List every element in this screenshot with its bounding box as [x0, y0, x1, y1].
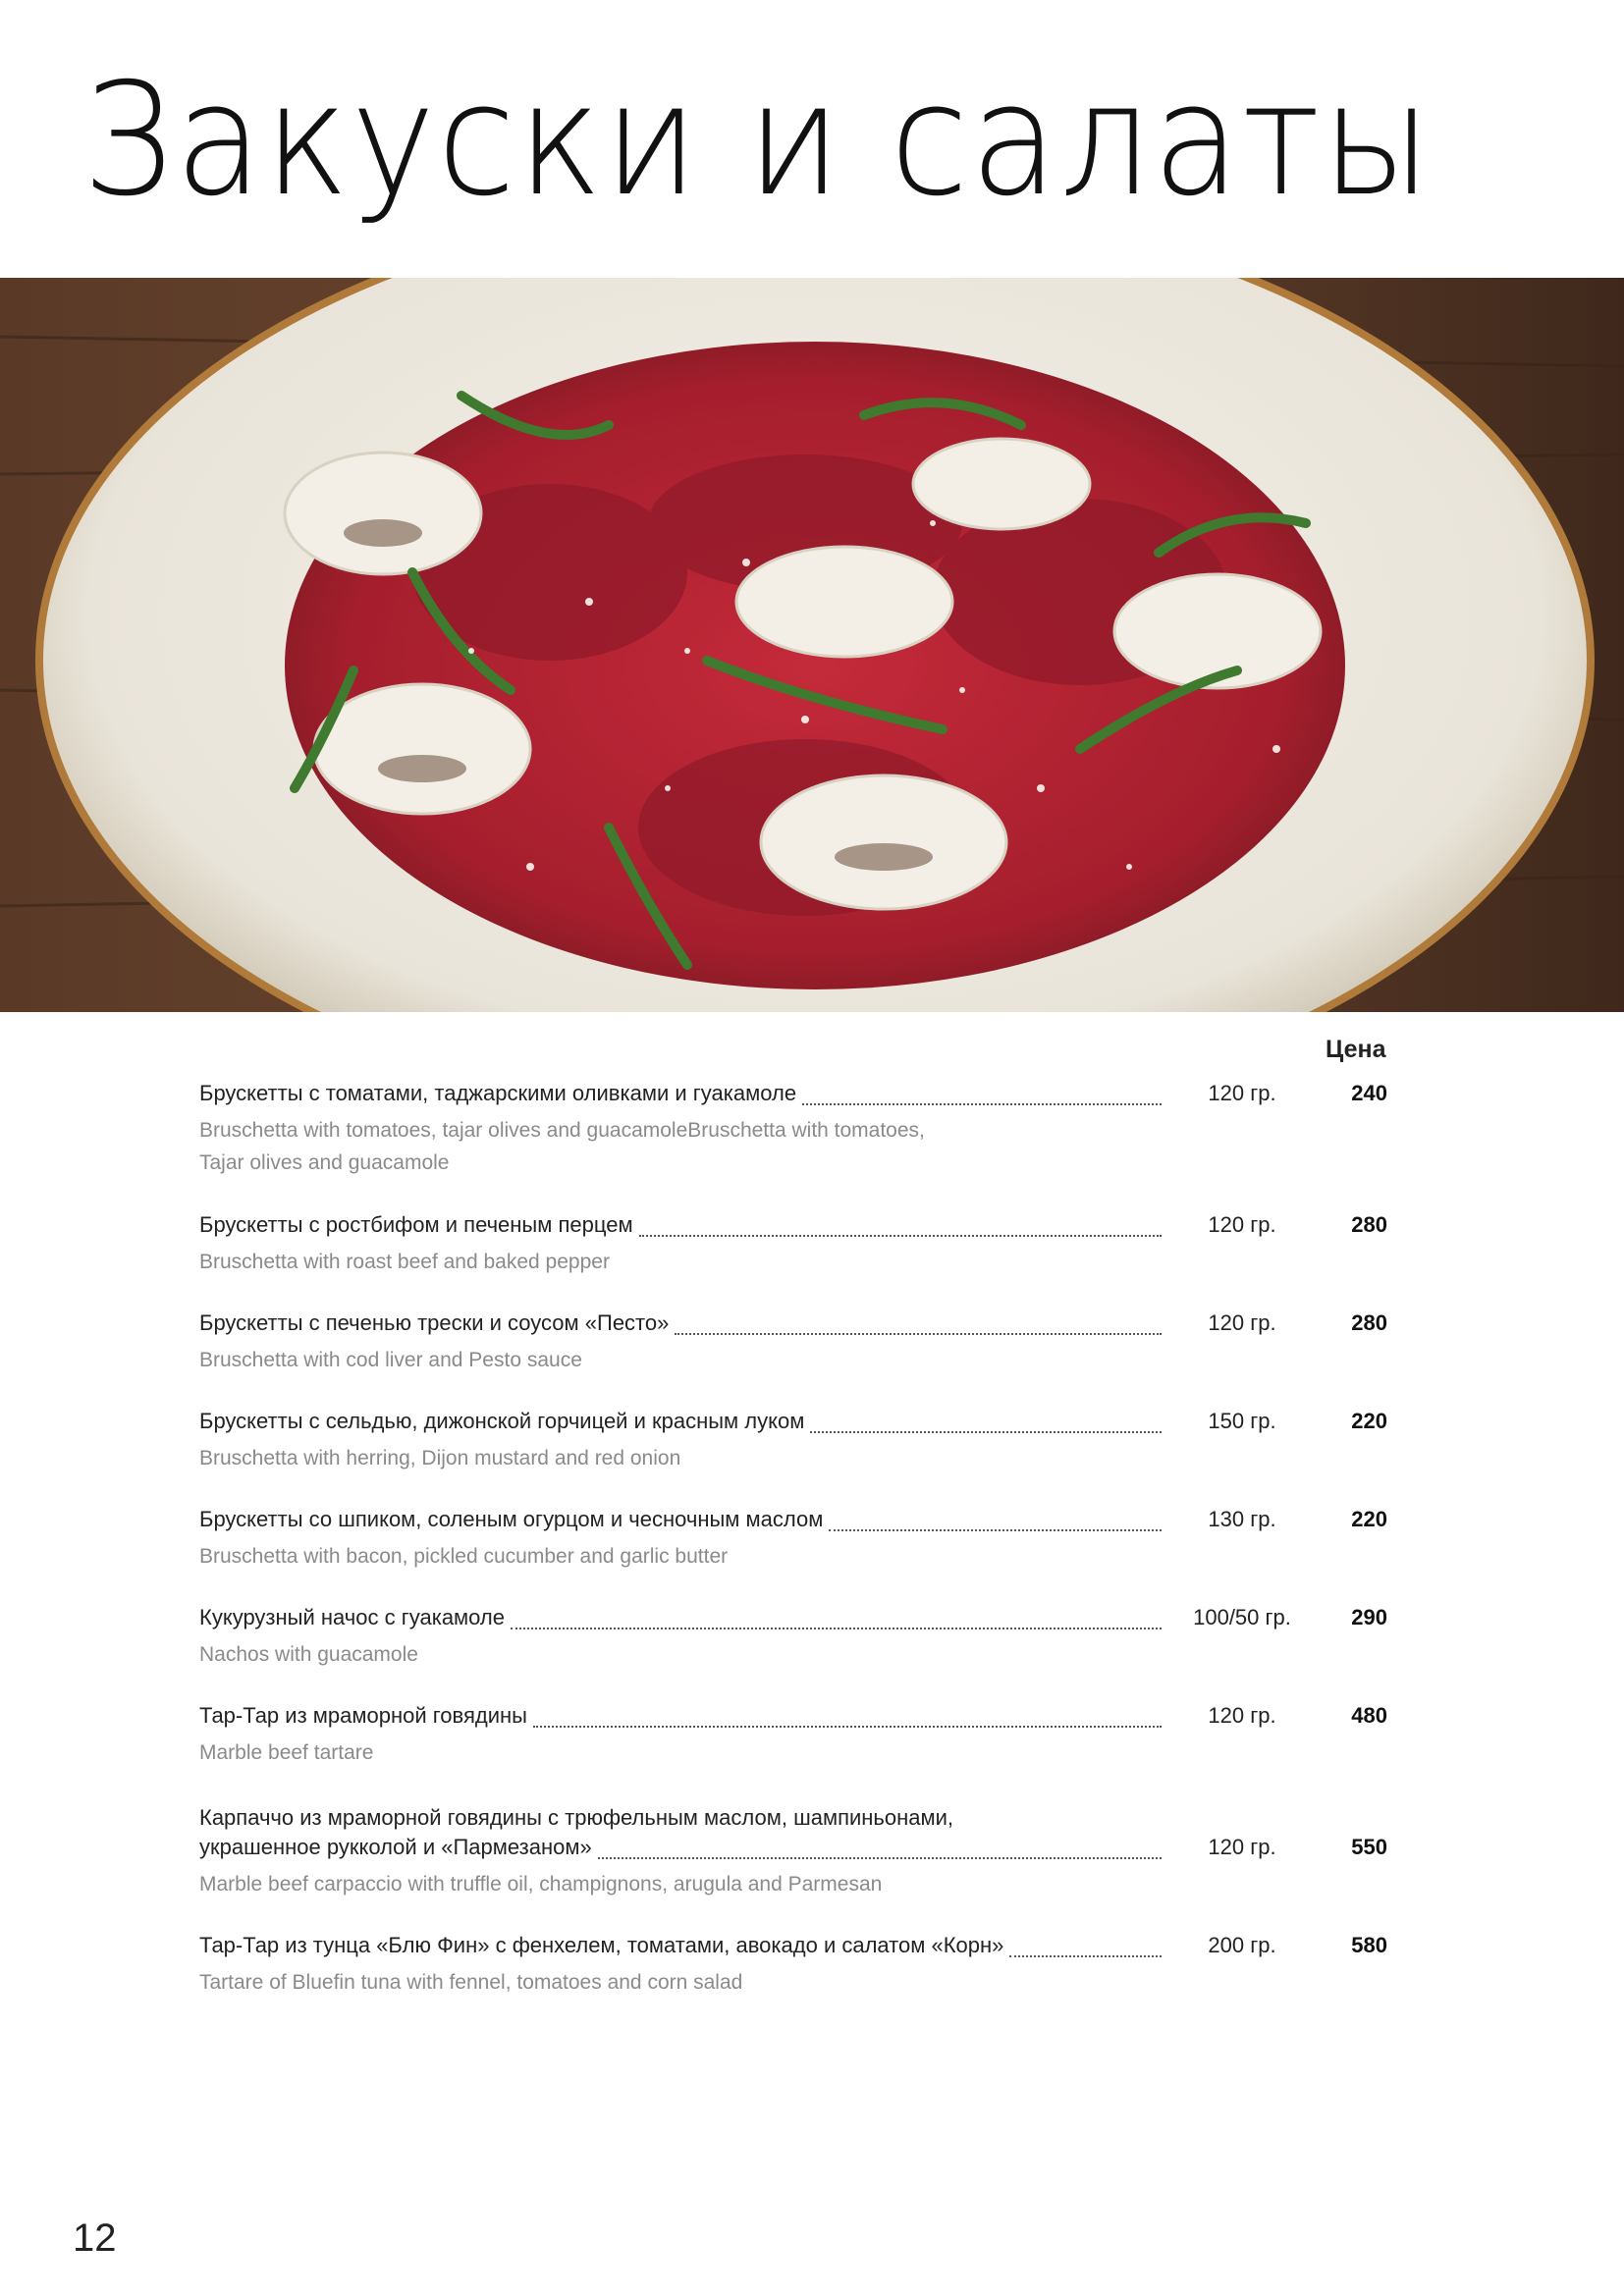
item-name-ru: Брускетты с томатами, таджарскими оливками и гуакамоле	[199, 1081, 797, 1105]
item-weight: 120 гр.	[1208, 1310, 1276, 1335]
item-name-ru: Брускетты со шпиком, соленым огурцом и чесночным маслом	[199, 1507, 824, 1531]
menu-item	[199, 1507, 1387, 1573]
dot-leader	[810, 1429, 1162, 1433]
menu-item	[199, 1605, 1387, 1671]
menu-item	[199, 1212, 1387, 1278]
item-price: 280	[1351, 1310, 1387, 1335]
item-price: 280	[1351, 1212, 1387, 1237]
item-name-ru: Брускетты с ростбифом и печеным перцем	[199, 1212, 633, 1237]
dot-leader	[598, 1855, 1162, 1859]
item-name-ru: Брускетты с печенью трески и соусом «Песто»	[199, 1310, 670, 1335]
menu-item	[199, 1703, 1387, 1769]
item-name-en: Nachos with guacamole	[199, 1643, 418, 1666]
item-price: 220	[1351, 1409, 1387, 1433]
menu-item	[199, 1310, 1387, 1376]
item-price: 480	[1351, 1703, 1387, 1728]
item-name-ru: Тар-Тар из мраморной говядины	[199, 1703, 527, 1728]
item-price: 290	[1351, 1605, 1387, 1629]
item-name-en: Bruschetta with bacon, pickled cucumber and garlic butter	[199, 1545, 729, 1568]
page-number: 12	[73, 2216, 117, 2260]
dot-leader	[802, 1101, 1162, 1105]
dot-leader	[511, 1626, 1162, 1629]
item-weight: 150 гр.	[1208, 1409, 1276, 1433]
item-weight: 100/50 гр.	[1193, 1605, 1291, 1629]
item-name-en: Tartare of Bluefin tuna with fennel, tomatoes and corn salad	[199, 1971, 743, 1994]
item-name-ru: украшенное рукколой и «Пармезаном»	[199, 1835, 592, 1859]
item-weight: 120 гр.	[1208, 1081, 1276, 1105]
item-name-ru-line1: Карпаччо из мраморной говядины с трюфельным маслом, шампиньонами,	[199, 1805, 954, 1830]
price-column-header: Цена	[1326, 1036, 1386, 1063]
carpaccio-illustration	[0, 278, 1624, 1012]
item-weight: 120 гр.	[1208, 1703, 1276, 1728]
item-price: 550	[1351, 1835, 1387, 1859]
page-title: Закуски и салаты	[82, 50, 1434, 231]
dot-leader	[533, 1724, 1162, 1728]
dot-leader	[829, 1527, 1162, 1531]
item-price: 220	[1351, 1507, 1387, 1531]
item-name-ru: Тар-Тар из тунца «Блю Фин» с фенхелем, томатами, авокадо и салатом «Корн»	[199, 1933, 1004, 1957]
item-price: 240	[1351, 1081, 1387, 1105]
item-weight: 120 гр.	[1208, 1835, 1276, 1859]
dot-leader	[1009, 1953, 1162, 1957]
item-weight: 120 гр.	[1208, 1212, 1276, 1237]
dot-leader	[675, 1331, 1162, 1335]
dish-photo	[0, 278, 1624, 1012]
item-name-en: Bruschetta with herring, Dijon mustard and red onion	[199, 1447, 681, 1469]
item-name-en: Marble beef tartare	[199, 1741, 374, 1764]
menu-item	[199, 1933, 1387, 1999]
menu-item	[199, 1801, 1387, 1900]
item-name-ru: Кукурузный начос с гуакамоле	[199, 1605, 506, 1629]
item-name-en: Bruschetta with cod liver and Pesto sauce	[199, 1349, 582, 1371]
item-name-en: Marble beef carpaccio with truffle oil, champignons, arugula and Parmesan	[199, 1873, 883, 1896]
item-name-en: Bruschetta with roast beef and baked pepper	[199, 1251, 610, 1273]
menu-item	[199, 1409, 1387, 1474]
item-price: 580	[1351, 1933, 1387, 1957]
item-name-en: Bruschetta with tomatoes, tajar olives and guacamoleBruschetta with tomatoes, Tajar olives and guacamole	[199, 1119, 925, 1174]
item-weight: 130 гр.	[1208, 1507, 1276, 1531]
menu-item	[199, 1081, 1387, 1179]
dot-leader	[639, 1233, 1162, 1237]
item-name-ru: Брускетты с сельдью, дижонской горчицей и красным луком	[199, 1409, 805, 1433]
item-weight: 200 гр.	[1208, 1933, 1276, 1957]
